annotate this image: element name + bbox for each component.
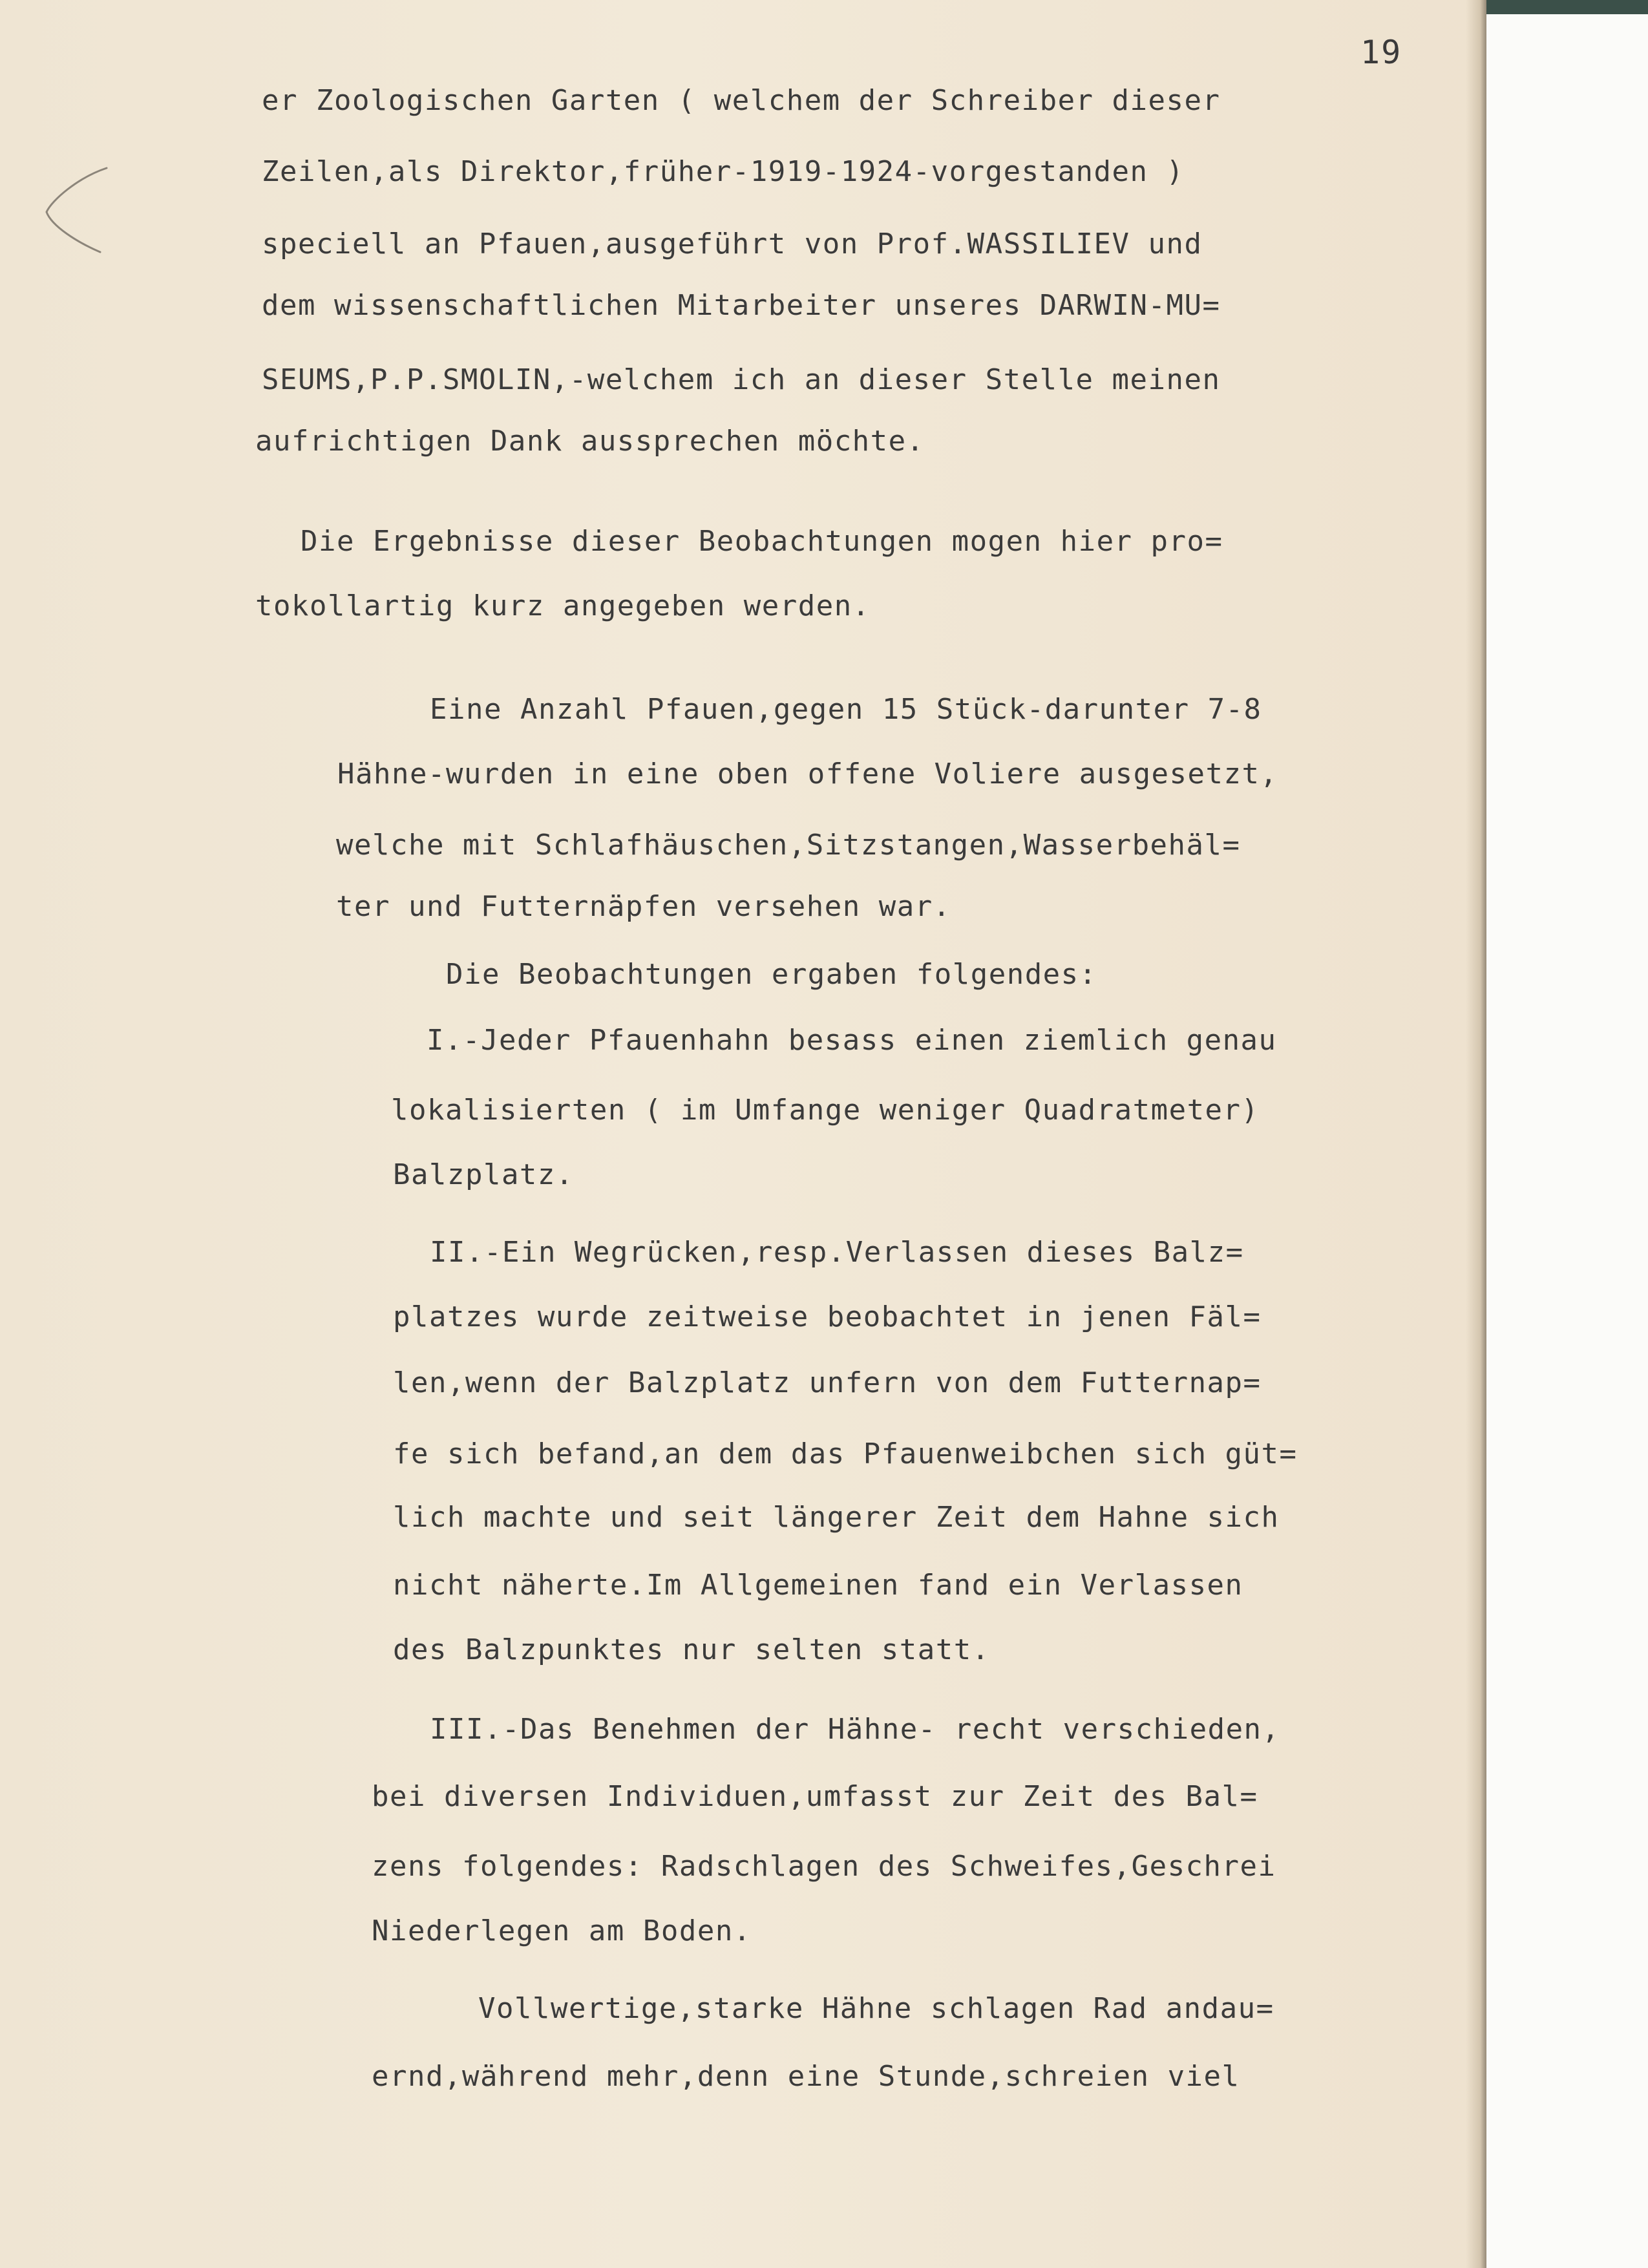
text-line: II.-Ein Wegrücken,resp.Verlassen dieses Balz= [430,1236,1244,1269]
text-line: nicht näherte.Im Allgemeinen fand ein Verlassen [393,1569,1243,1602]
text-line: platzes wurde zeitweise beobachtet in jenen Fäl= [393,1300,1262,1333]
text-line: len,wenn der Balzplatz unfern von dem Futternap= [393,1366,1262,1399]
paper-edge-shadow [1466,0,1486,2268]
text-line: Vollwertige,starke Hähne schlagen Rad andau= [478,1992,1274,2025]
pencil-bracket-mark [39,162,116,259]
page-number: 19 [1360,34,1402,71]
text-line: lich machte und seit längerer Zeit dem Hahne sich [393,1501,1280,1534]
text-line: I.-Jeder Pfauenhahn besass einen ziemlich genau [427,1024,1277,1057]
text-line: ter und Futternäpfen versehen war. [336,890,951,923]
text-line: Die Beobachtungen ergaben folgendes: [446,958,1097,991]
text-line: tokollartig kurz angegeben werden. [255,589,871,622]
text-line: aufrichtigen Dank aussprechen möchte. [255,425,925,458]
text-line: er Zoologischen Garten ( welchem der Schreiber dieser [262,84,1221,117]
text-line: Die Ergebnisse dieser Beobachtungen mogen hier pro= [301,525,1223,558]
text-line: Balzplatz. [393,1158,574,1191]
text-line: dem wissenschaftlichen Mitarbeiter unseres DARWIN-MU= [262,289,1221,322]
text-line: lokalisierten ( im Umfange weniger Quadratmeter) [391,1094,1260,1127]
text-line: Zeilen,als Direktor,früher-1919-1924-vorgestanden ) [262,155,1185,188]
text-line: Hähne-wurden in eine oben offene Voliere ausgesetzt, [337,758,1278,790]
text-line: Eine Anzahl Pfauen,gegen 15 Stück-darunter 7-8 [430,693,1262,726]
text-line: fe sich befand,an dem das Pfauenweibchen sich güt= [393,1437,1298,1470]
text-line: speciell an Pfauen,ausgeführt von Prof.WASSILIEV und [262,228,1203,260]
text-line: zens folgendes: Radschlagen des Schweifes,Geschrei [372,1850,1276,1883]
text-line: ernd,während mehr,denn eine Stunde,schreien viel [372,2060,1240,2093]
text-line: III.-Das Benehmen der Hähne- recht verschieden, [430,1713,1280,1746]
text-line: Niederlegen am Boden. [372,1914,752,1947]
text-line: des Balzpunktes nur selten statt. [393,1633,990,1666]
text-line: welche mit Schlafhäuschen,Sitzstangen,Wasserbehäl= [336,829,1241,862]
text-line: bei diversen Individuen,umfasst zur Zeit des Bal= [372,1780,1258,1813]
text-line: SEUMS,P.P.SMOLIN,-welchem ich an dieser Stelle meinen [262,363,1221,396]
